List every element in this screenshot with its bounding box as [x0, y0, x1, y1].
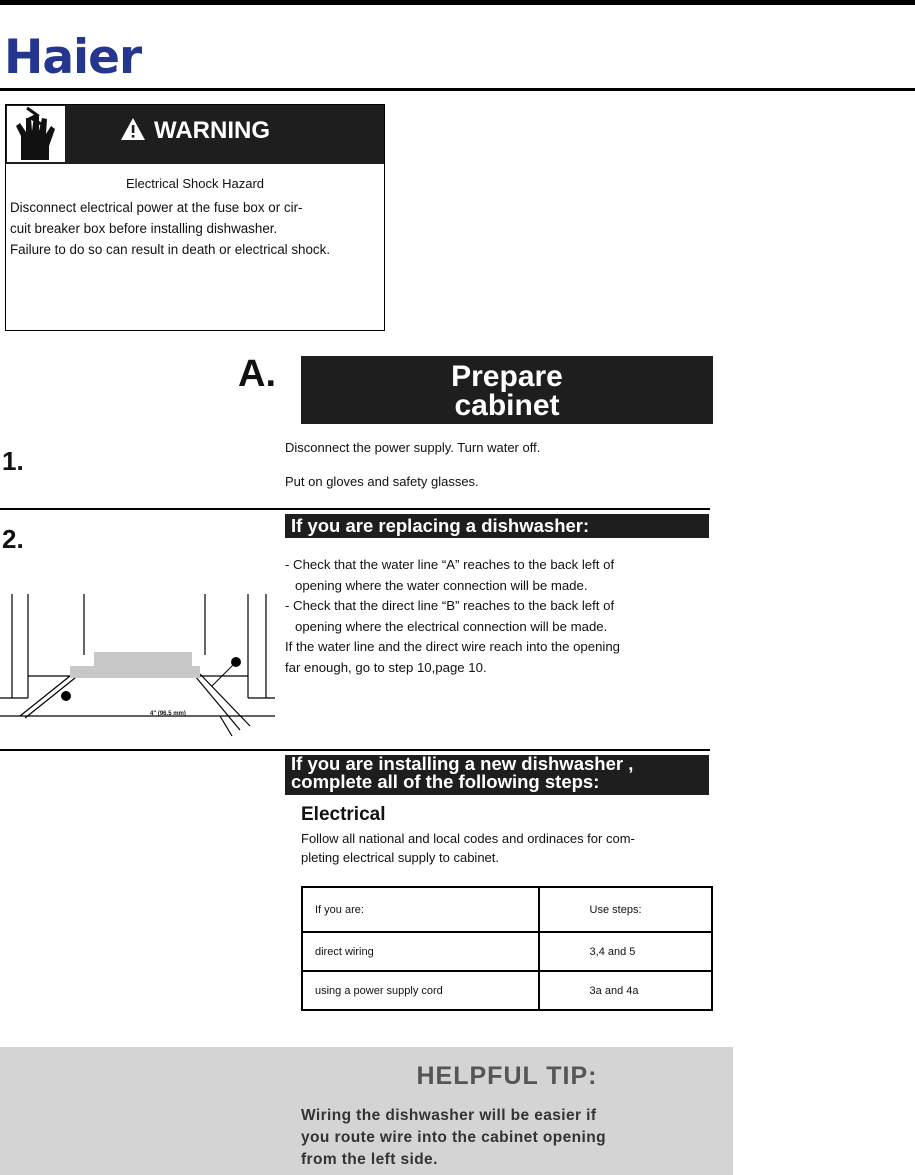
- table-row: [302, 932, 712, 971]
- warning-hazard: Electrical Shock Hazard: [126, 176, 264, 191]
- step-1-line-1: Disconnect the power supply. Turn water off.: [285, 440, 541, 455]
- table-header-row: [302, 887, 712, 932]
- step-2-number: 2.: [2, 524, 24, 554]
- step-1-line-2: Put on gloves and safety glasses.: [285, 474, 479, 489]
- cabinet-diagram: [0, 590, 275, 745]
- helpful-tip-text: Wiring the dishwasher will be easier if you route wire into the cabinet opening from the left side.: [301, 1107, 606, 1168]
- table-row: [302, 971, 712, 1010]
- new-install-heading: If you are installing a new dishwasher , complete all of the following steps:: [285, 755, 709, 795]
- helpful-tip-title: HELPFUL TIP:: [416, 1062, 598, 1090]
- top-rule: [0, 0, 915, 5]
- haier-logo: Haier: [4, 30, 142, 85]
- table-header-cell: If you are:: [302, 887, 539, 932]
- electrical-text: Follow all national and local codes and ordinaces for com- pleting electrical supply to cabinet.: [301, 831, 635, 865]
- wiring-steps-table: [301, 886, 713, 1011]
- table-cell: 3a and 4a: [539, 971, 712, 1010]
- step-2-rule: [0, 508, 710, 510]
- step-1-number: 1.: [2, 446, 24, 476]
- table-cell: direct wiring: [302, 932, 539, 971]
- header-rule: [0, 88, 915, 91]
- step-2-heading: If you are replacing a dishwasher:: [285, 514, 709, 538]
- step-2-instructions: - Check that the water line “A” reaches to the back left of opening where the water connection will be made. - Check that the direct line “B” reaches to the back left of opening where the electrical connection will be made. If the water line and the direct wire reach into the opening far enough, go to step 10,page 10.: [285, 557, 621, 675]
- shock-hazard-icon: [7, 106, 65, 162]
- warning-triangle-icon: [120, 117, 146, 149]
- section-letter: A.: [238, 353, 276, 395]
- table-cell: using a power supply cord: [302, 971, 539, 1010]
- section-title: Prepare cabinet: [301, 356, 713, 424]
- warning-text: Disconnect electrical power at the fuse box or cir- cuit breaker box before installing dishwasher. Failure to do so can result in death or electrical shock.: [10, 200, 331, 257]
- electrical-subheading: Electrical: [301, 804, 386, 825]
- diagram-dimension-label: 4" (96.5 mm): [150, 711, 186, 717]
- new-install-rule: [0, 749, 710, 751]
- table-header-cell: Use steps:: [539, 887, 712, 932]
- warning-title: WARNING: [120, 116, 270, 149]
- table-cell: 3,4 and 5: [539, 932, 712, 971]
